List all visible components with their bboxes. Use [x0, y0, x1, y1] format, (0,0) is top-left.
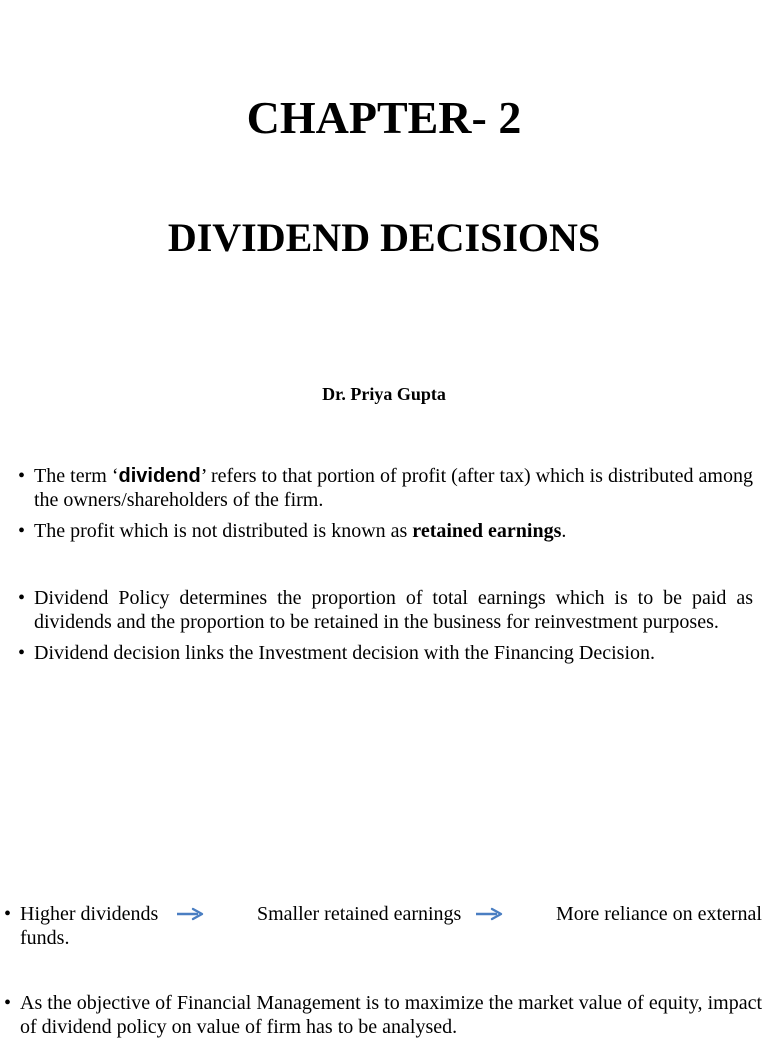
flow-line — [20, 902, 762, 926]
right-arrow-icon — [475, 907, 503, 921]
definition-bullets — [18, 464, 753, 543]
decision-link-bullet: • Dividend decision links the Investment decision with the Financing Decision. — [18, 641, 753, 665]
dividend-policy-bullet: • Dividend Policy determines the proportion of total earnings which is to be paid as dividends and the proportion to be retained in the business for reinvestment purposes. — [18, 586, 753, 634]
chapter-title: CHAPTER- 2 — [246, 92, 522, 143]
retained-suffix: . — [561, 520, 567, 542]
dividend-term: dividend — [118, 465, 201, 487]
author-name: Dr. Priya Gupta — [322, 384, 446, 404]
dividend-definition-bullet — [18, 464, 753, 512]
policy-bullets — [18, 586, 753, 665]
flow-step-3: More reliance on external — [555, 903, 762, 925]
retained-prefix: The profit which is not distributed is known as — [34, 520, 413, 542]
flow-step-1-group — [20, 902, 204, 926]
flow-step-3-continued: funds. — [20, 927, 70, 949]
dividend-flow-bullet — [4, 902, 762, 950]
objective-bullet: • As the objective of Financial Management is to maximize the market value of equity, impact of dividend policy on value of firm has to be analysed. — [4, 991, 762, 1039]
retained-earnings-bullet — [18, 519, 753, 543]
flow-step-2-group — [257, 902, 503, 926]
retained-earnings-term: retained earnings — [412, 520, 562, 542]
definition-prefix: The term ‘ — [34, 465, 119, 487]
right-arrow-icon — [176, 907, 204, 921]
flow-bullets — [4, 902, 762, 950]
flow-step-1: • Higher dividends — [20, 903, 159, 925]
flow-step-2: Smaller retained earnings — [256, 903, 462, 925]
definition-suffix: ’ refers to that portion of profit (after tax) which is distributed among the owners/shareholders of the firm. — [34, 465, 753, 511]
objective-bullets — [4, 991, 762, 1039]
section-title: DIVIDEND DECISIONS — [167, 215, 601, 260]
